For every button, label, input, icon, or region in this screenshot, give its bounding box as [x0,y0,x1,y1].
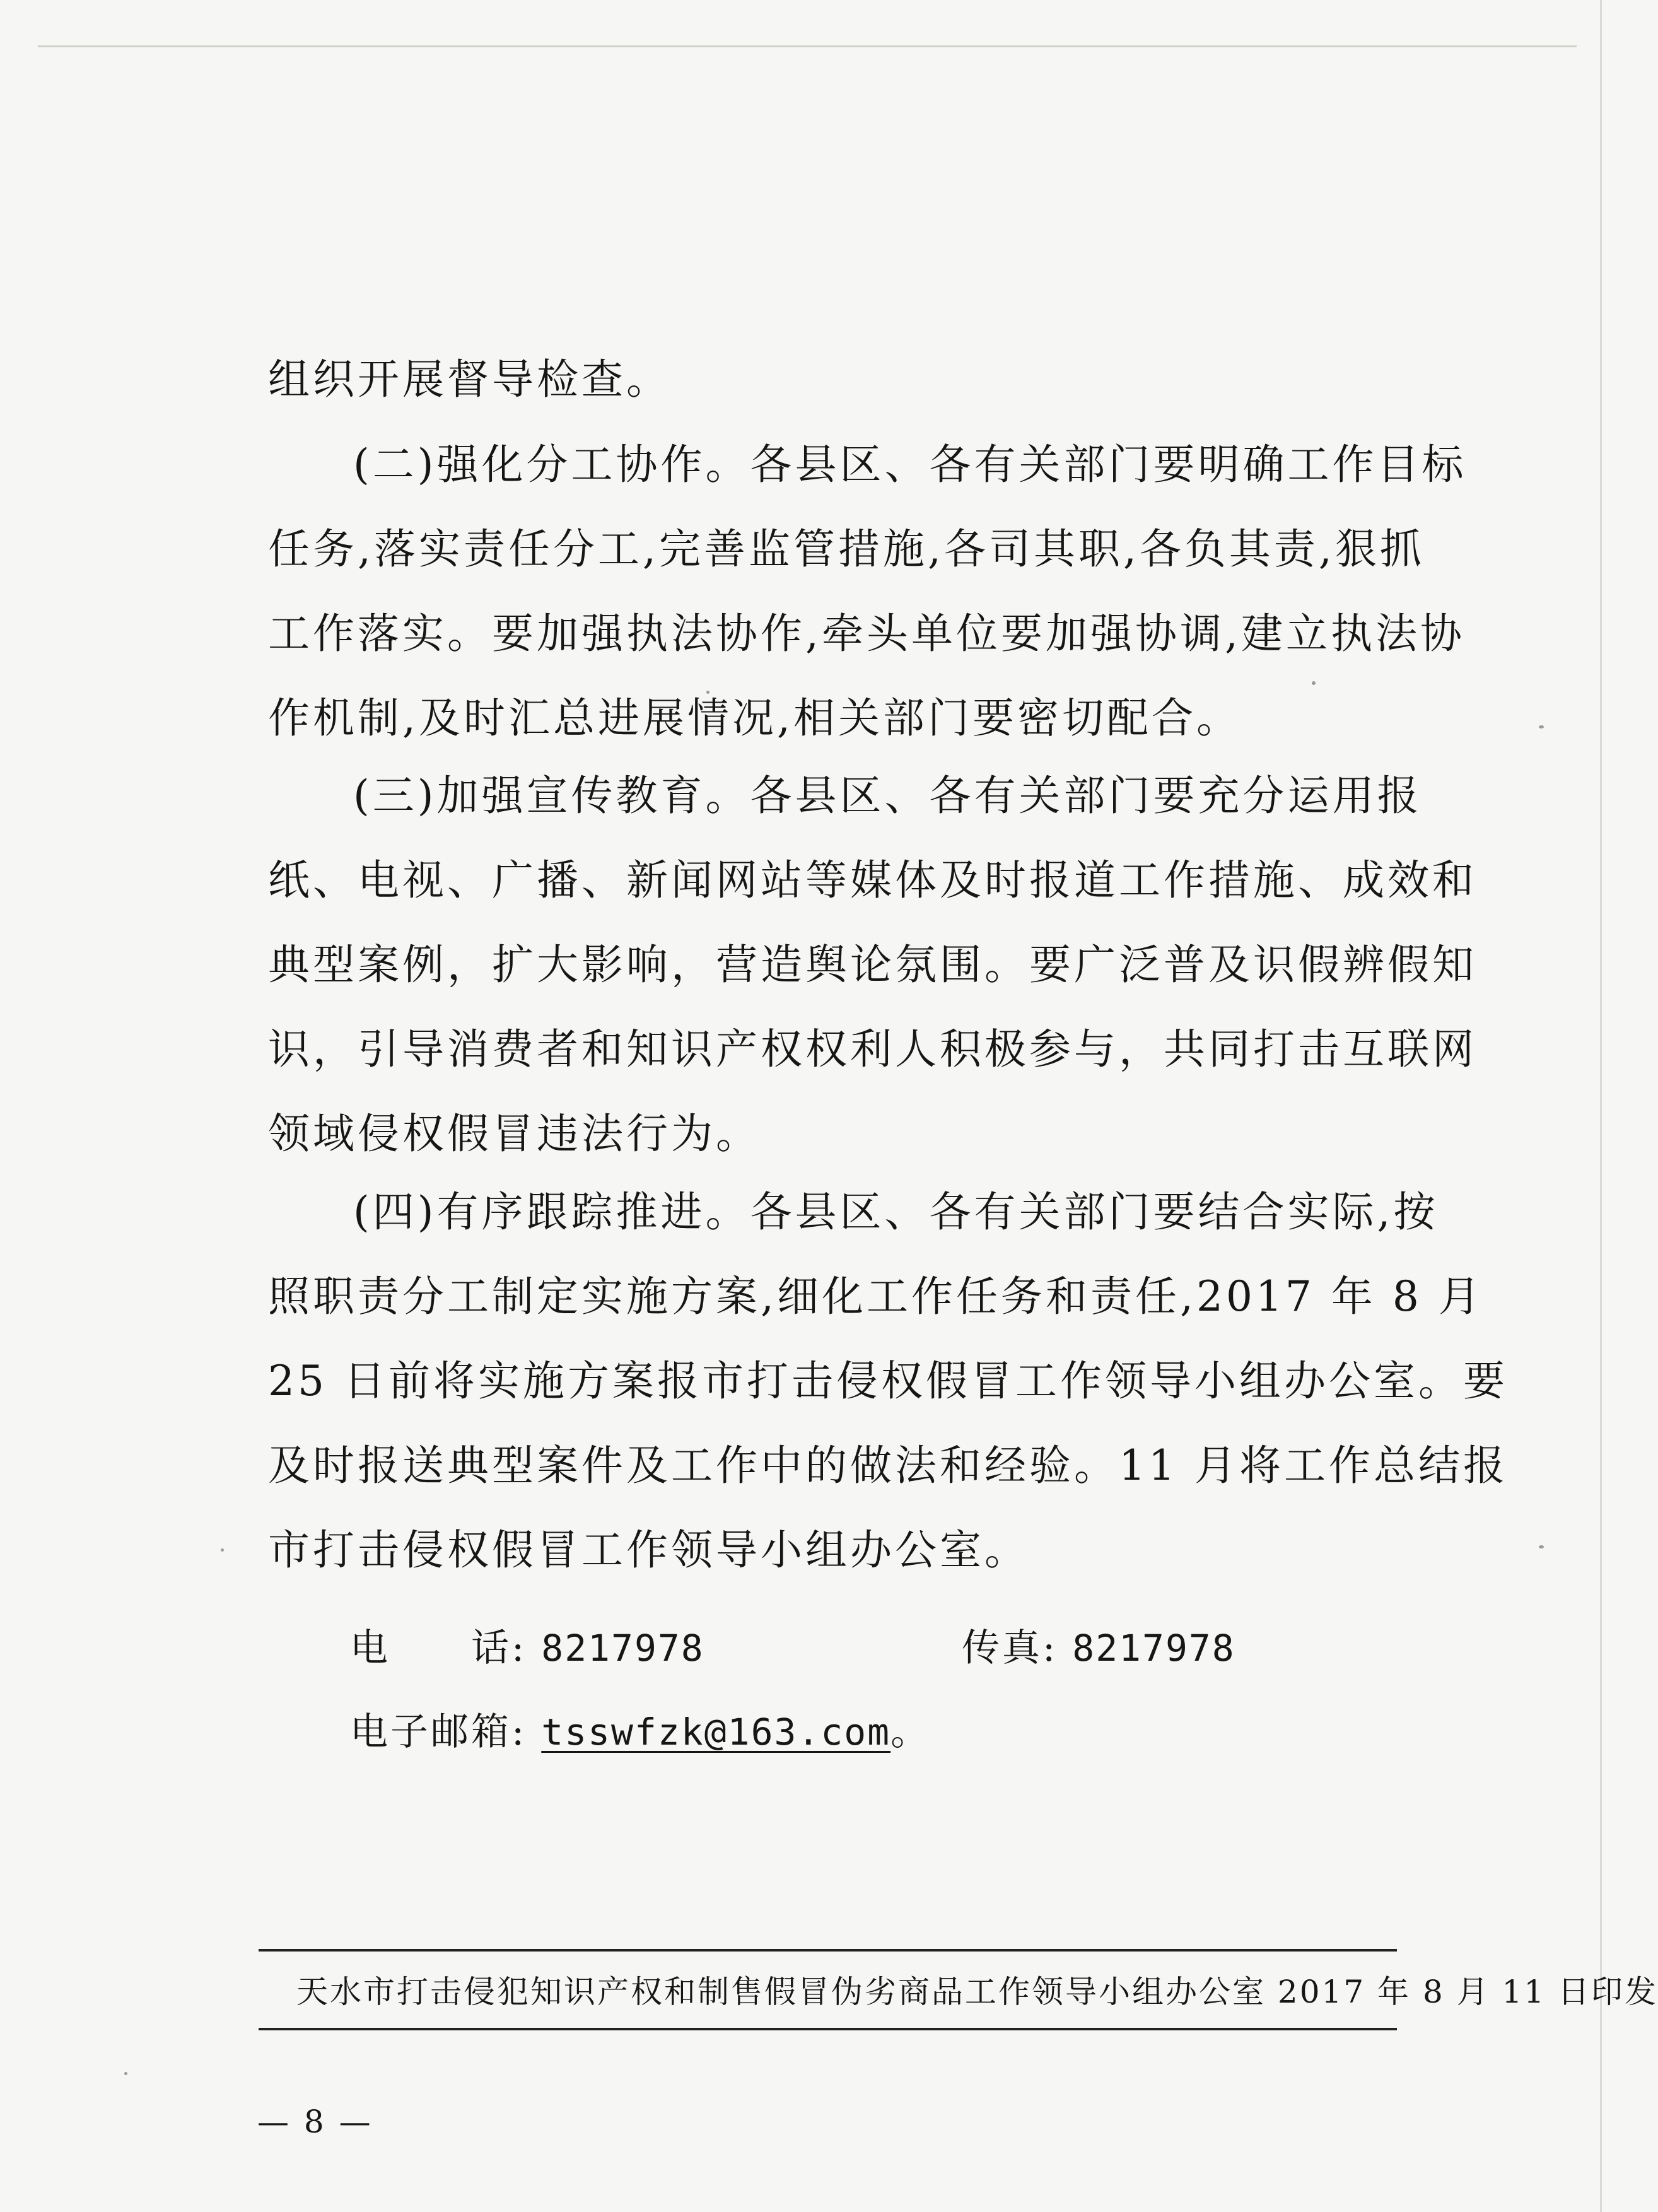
paragraph-follow-up [268,1170,1508,1593]
email-label: 电子邮箱: [350,1710,527,1754]
text-line: 作机制,及时汇总进展情况,相关部门要密切配合。 [268,694,1241,742]
footer-top-rule [259,1949,1397,1952]
scan-top-edge [38,45,1577,47]
text-line: 市打击侵权假冒工作领导小组办公室。 [268,1526,1029,1574]
text-line: 25 日前将实施方案报市打击侵权假冒工作领导小组办公室。要 [268,1357,1508,1405]
phone-value: 8217978 [541,1627,704,1670]
text-line: 及时报送典型案件及工作中的做法和经验。11 月将工作总结报 [268,1441,1508,1490]
email-suffix: 。 [890,1710,931,1754]
scan-right-edge [1600,0,1602,2212]
footer-date: 2017 年 8 月 11 日印发 [1277,1974,1658,2010]
text-line: (三)加强宣传教育。各县区、各有关部门要充分运用报 [353,771,1422,820]
scan-speck [221,1548,224,1552]
text-line: (二)强化分工协作。各县区、各有关部门要明确工作目标 [353,440,1467,489]
text-line: 识，引导消费者和知识产权权利人积极参与，共同打击互联网 [268,1025,1477,1074]
scan-speck [124,2072,127,2075]
paragraph-publicity-education [268,754,1477,1176]
email-link[interactable]: tsswfzk@163.com [541,1711,891,1753]
paragraph [268,337,1406,422]
text-line: 领域侵权假冒违法行为。 [268,1109,761,1158]
scan-speck [1539,1545,1544,1548]
text-line: 工作落实。要加强执法协作,牵头单位要加强协调,建立执法协 [268,609,1465,658]
phone-line [350,1618,704,1672]
phone-label: 电 话: [350,1626,527,1670]
paragraph-division-of-labor [268,423,1467,761]
text-line: 组织开展督导检查。 [268,355,671,404]
scan-speck [1539,725,1544,729]
paragraph [268,1170,1508,1593]
paragraph [268,423,1467,761]
text-line: 典型案例，扩大影响，营造舆论氛围。要广泛普及识假辨假知 [268,940,1477,989]
footer-issuer-line [296,1967,1658,2012]
scan-speck [706,691,709,694]
text-line: 纸、电视、广播、新闻网站等媒体及时报道工作措施、成效和 [268,856,1477,904]
footer-bottom-rule [259,2028,1397,2030]
page-number: — 8 — [257,2104,373,2140]
text-line: 任务,落实责任分工,完善监管措施,各司其职,各负其责,狠抓 [268,525,1425,573]
paragraph [268,754,1477,1176]
text-line: 照职责分工制定实施方案,细化工作任务和责任,2017 年 8 月 [268,1272,1483,1321]
fax-line [962,1618,1235,1672]
paragraph-continuation [268,337,1406,422]
text-line: (四)有序跟踪推进。各县区、各有关部门要结合实际,按 [353,1188,1439,1236]
scan-speck [1312,681,1316,685]
fax-value: 8217978 [1072,1627,1235,1670]
footer-issuer: 天水市打击侵犯知识产权和制售假冒伪劣商品工作领导小组办公室 [296,1974,1266,2010]
fax-label: 传真: [962,1626,1058,1670]
email-line [350,1702,931,1756]
